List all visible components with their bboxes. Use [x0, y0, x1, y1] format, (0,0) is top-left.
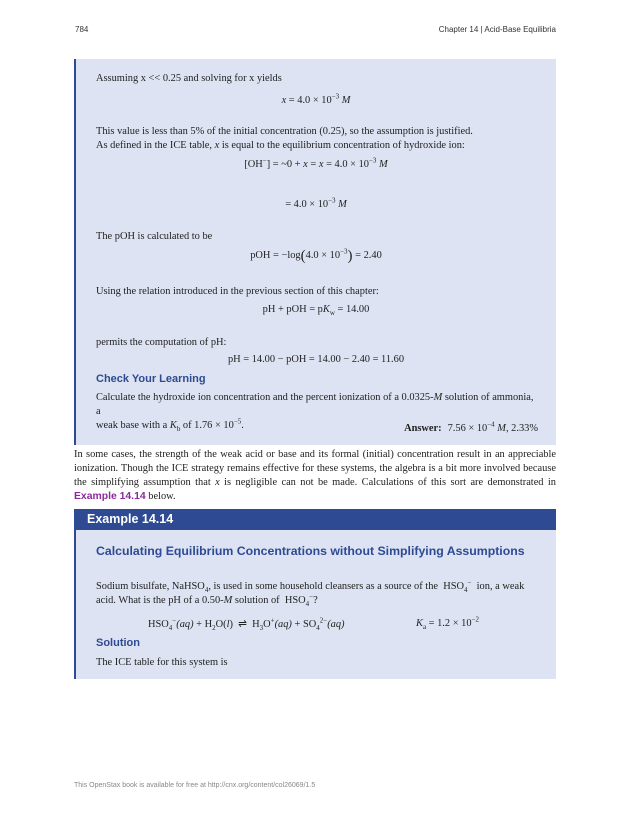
answer: Answer: $7.56 \times 10^{-4}$ M, 2.33% [404, 420, 538, 434]
page-number: 784 [75, 25, 89, 34]
footer-note: This OpenStax book is available for free at http://cnx.org/content/col26069/1.5 [74, 782, 316, 789]
paragraph-assumption: Assuming x << 0.25 and solving for x yields [96, 73, 282, 84]
check-your-learning-heading: Check Your Learning [96, 373, 206, 385]
paragraph-relation: Using the relation introduced in the previous section of this chapter: [96, 286, 379, 297]
example-problem-text: Sodium bisulfate, NaHSO$_4$, is used in some household cleansers as a source of the $HSO_4^-$ ion, a weak acid. What is the pH of a 0.50-M solution of $HSO_4^-$? [96, 578, 525, 609]
example-continuation-box [74, 59, 556, 445]
check-your-learning-text: Calculate the hydroxide ion concentration and the percent ionization of a 0.0325-M solution of ammonia, a weak base with a $K_b$ of $1.76 \times 10^{-5}$. [96, 392, 534, 434]
solution-heading: Solution [96, 637, 140, 649]
paragraph-justification: This value is less than 5% of the initial concentration (0.25), so the assumption is justified. As defined in the ICE table, x is equal to the equilibrium concentration of hydroxide ion: [96, 126, 473, 151]
equation-hydroxide: [OH−] = ~0 + $x = x = 4.0 \times 10^{-3}$ M [244, 156, 388, 170]
paragraph-ph: permits the computation of pH: [96, 337, 227, 348]
example-link[interactable]: Example 14.14 [74, 491, 146, 502]
equation-hydroxide-result: = $4.0 \times 10^{-3}$ M [285, 196, 347, 210]
equation-ph: pH = 14.00 − pOH = 14.00 − 2.40 = 11.60 [227, 354, 405, 365]
equation-poh: pOH = $-\log(4.0 \times 10^{-3}) = 2.40$ [250, 247, 382, 264]
solution-text: The ICE table for this system is [96, 657, 228, 668]
paragraph-poh: The pOH is calculated to be [96, 231, 213, 242]
equation-ph-poh: pH + pOH = $pK_w = 14.00$ [262, 304, 370, 318]
chapter-title: Chapter 14 | Acid-Base Equilibria [438, 25, 556, 34]
example-header-bar: Example 14.14 [74, 509, 556, 530]
reaction-equation: $HSO_4^-(aq) + H_2O(l)$ ⇌ $H_3O^+(aq) + SO_4^{2-}(aq)$ [148, 616, 345, 633]
ka-value: $K_a = 1.2 \times 10^{-2}$ [416, 615, 480, 632]
equation-x: $x = 4.0 \times 10^{-3}$ M [281, 92, 351, 106]
example-box [74, 530, 556, 679]
body-paragraph: In some cases, the strength of the weak acid or base and its formal (initial) concentration result in an appreciable ionization. Though the ICE strategy remains effective for these systems, the algebra is a bit more involved because the simplifying assumption that x is negligible can not be made. Calculations of this sort are demonstrated in Example 14.14 below. [74, 449, 556, 502]
example-title: Calculating Equilibrium Concentrations without Simplifying Assumptions [96, 544, 525, 558]
